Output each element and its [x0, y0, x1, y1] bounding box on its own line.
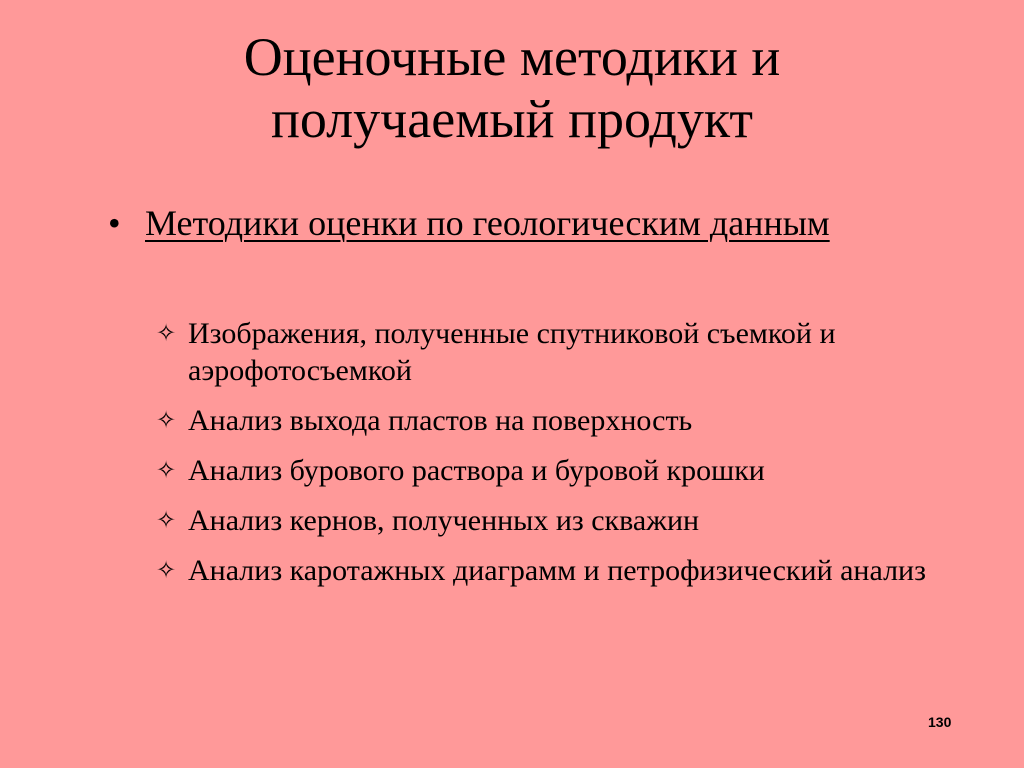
title-line-1: Оценочные методики и: [243, 27, 781, 87]
bullet-icon: •: [108, 203, 121, 243]
title-line-2: получаемый продукт: [270, 89, 754, 149]
sub-point-item: [156, 502, 976, 539]
sub-points-list: [156, 315, 976, 602]
star-bullet-icon: ✧: [156, 319, 177, 347]
sub-point-item: [156, 552, 976, 589]
star-bullet-icon: ✧: [156, 456, 177, 484]
sub-point-text: Изображения, полученные спутниковой съемкой и аэрофотосъемкой: [188, 317, 836, 387]
sub-point-item: [156, 315, 976, 389]
star-bullet-icon: ✧: [156, 506, 177, 534]
slide-title: [0, 26, 1024, 150]
sub-point-item: [156, 402, 976, 439]
star-bullet-icon: ✧: [156, 406, 177, 434]
page-number: 130: [928, 714, 952, 730]
sub-point-text: Анализ бурового раствора и буровой крошки: [188, 454, 765, 487]
sub-point-item: [156, 452, 976, 489]
main-point-text: Методики оценки по геологическим данным: [145, 203, 830, 243]
sub-point-text: Анализ выхода пластов на поверхность: [188, 404, 693, 437]
sub-point-text: Анализ кернов, полученных из скважин: [188, 504, 700, 537]
sub-point-text: Анализ каротажных диаграмм и петрофизический анализ: [188, 554, 926, 587]
main-bullet-item: [108, 200, 928, 246]
star-bullet-icon: ✧: [156, 556, 177, 584]
